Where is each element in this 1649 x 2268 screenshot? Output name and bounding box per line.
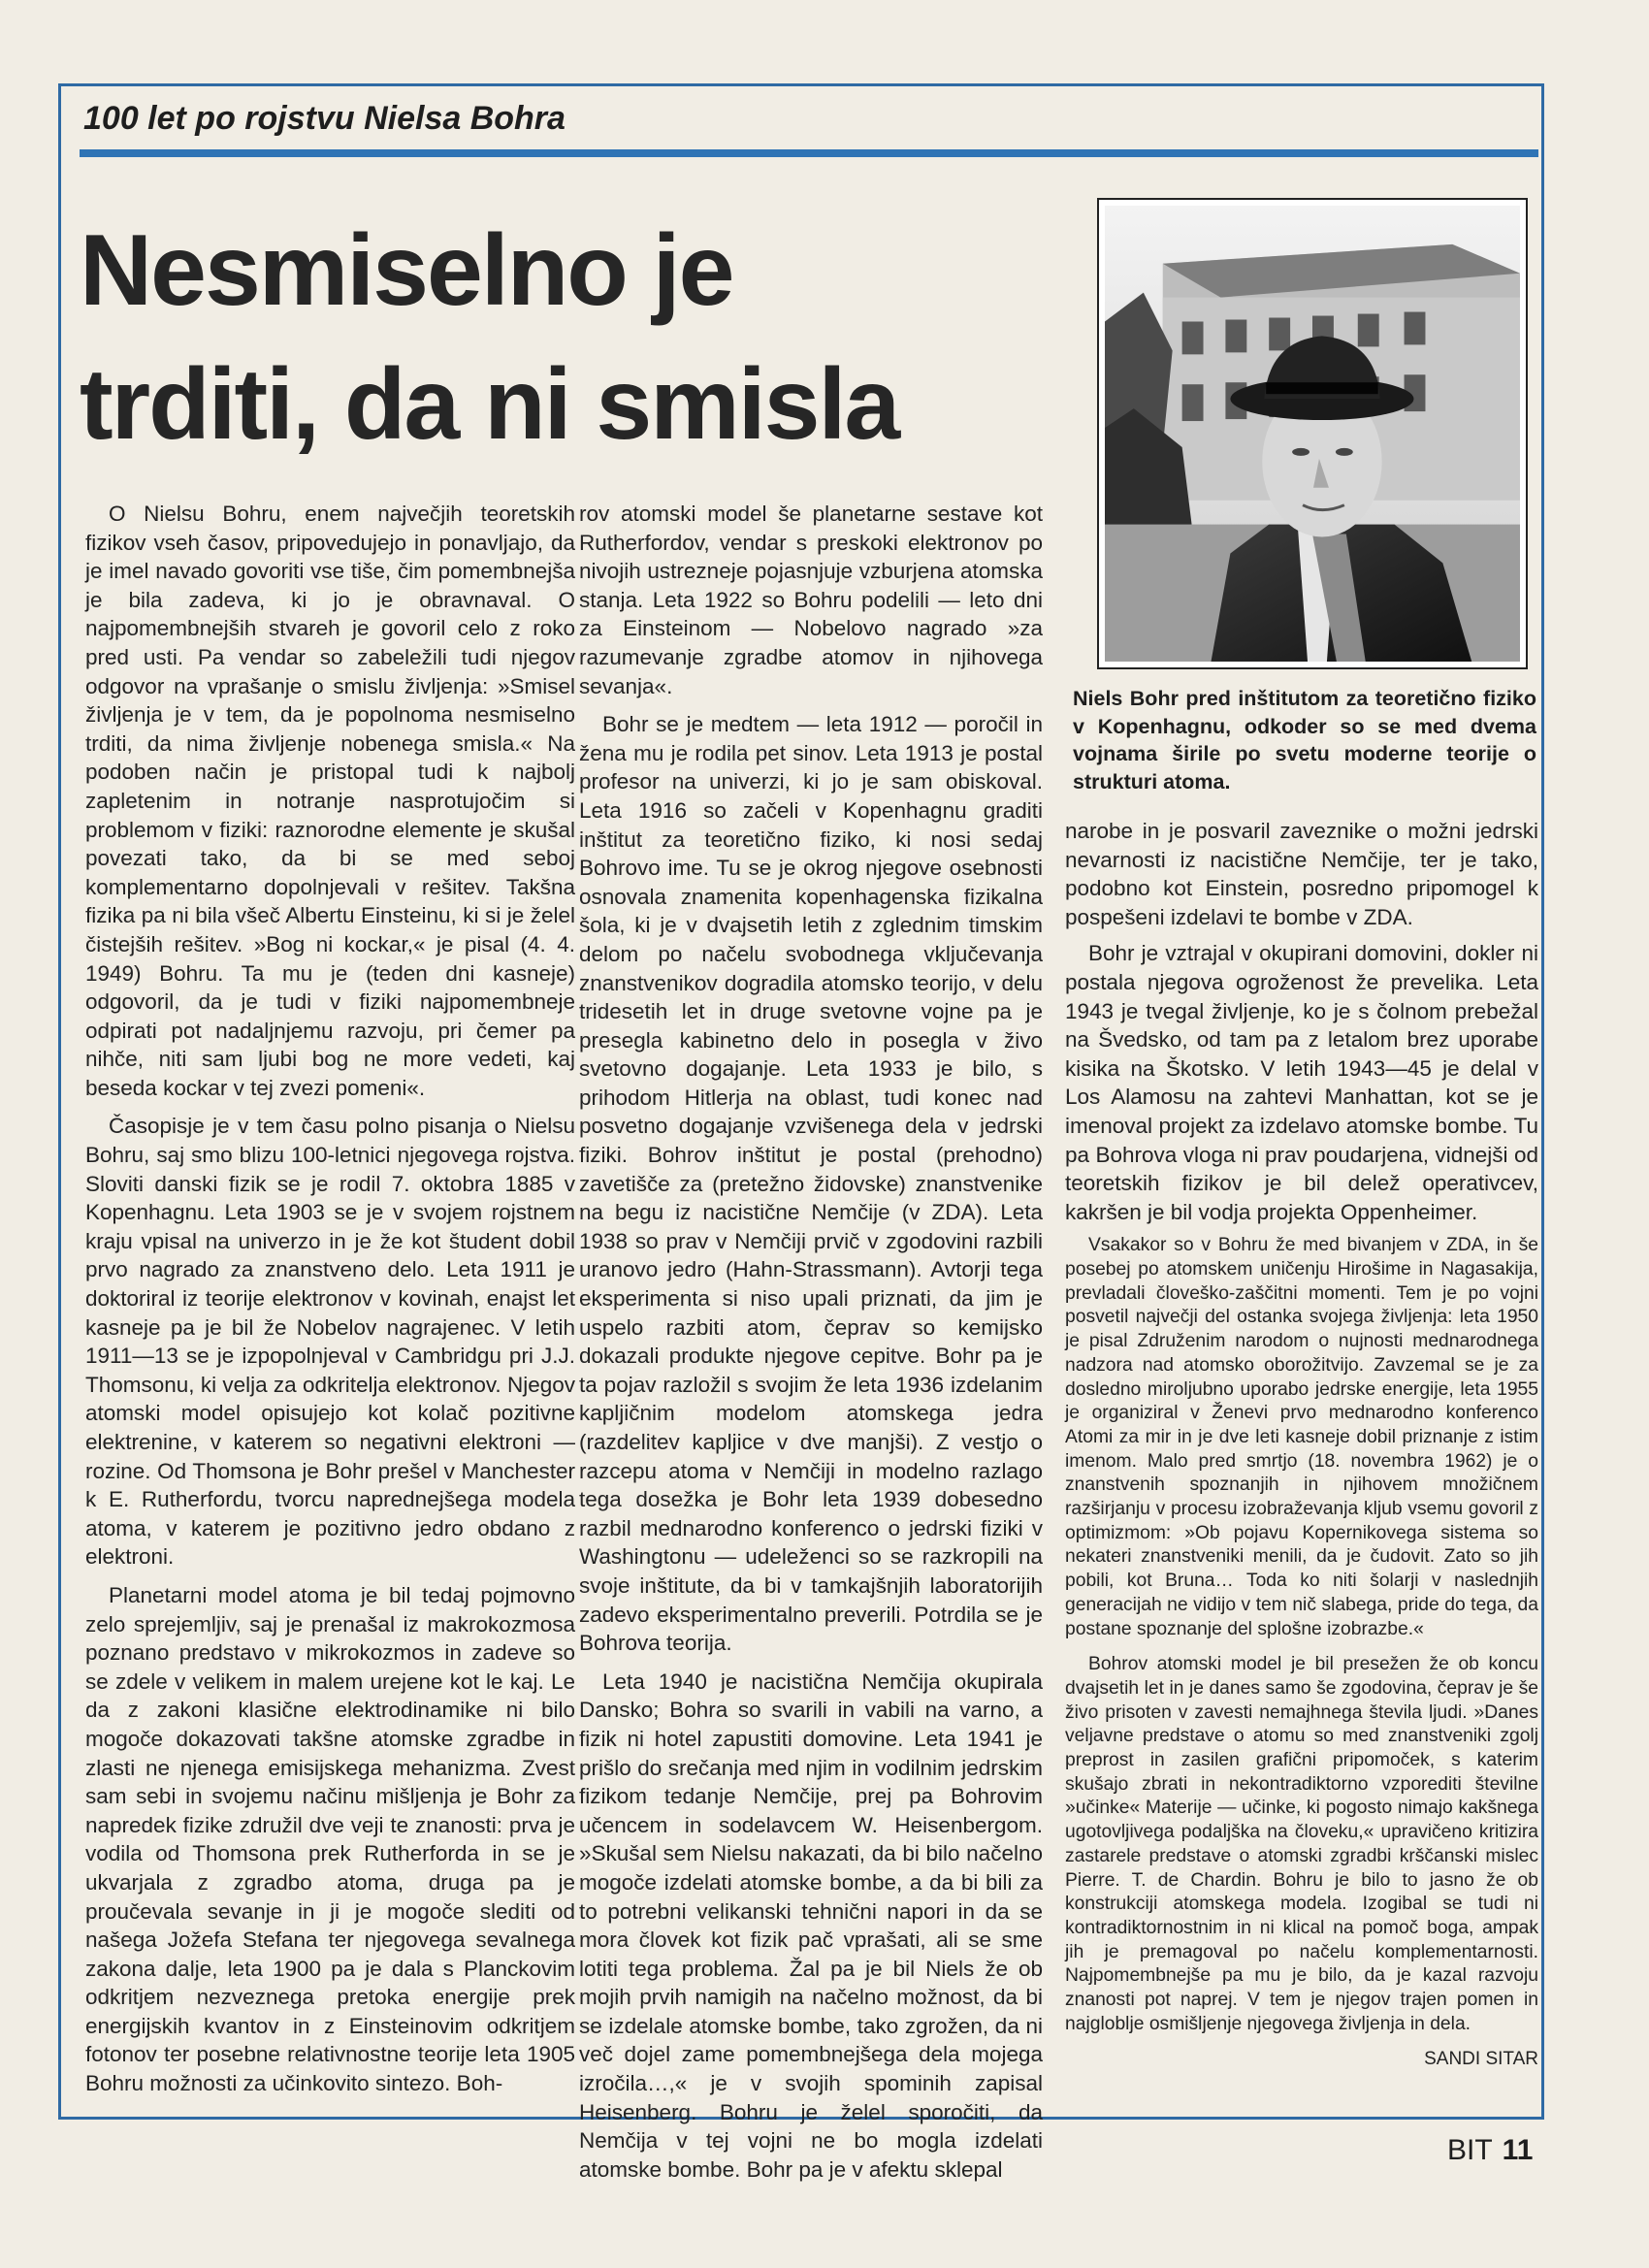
article-column-2 [579, 500, 1043, 2193]
photo-niels-bohr [1097, 198, 1528, 669]
paragraph: narobe in je posvaril zaveznike o možni jedrski nevarnosti iz nacistične Nemčije, ter je tako, podobno kot Einstein, posredno pripomogel k pospešeni izdelavi te bombe v ZDA. [1065, 819, 1538, 929]
magazine-name: BIT [1447, 2134, 1493, 2166]
paragraph: Bohr je vztrajal v okupirani domovini, dokler ni postala njegova ogroženost že prevelika. Leta 1943 je tvegal življenje, ko je s čolnom prebežal na Švedsko, od tam pa z letalom brez uporabe kisika na Škotsko. V letih 1943—45 je delal v Los Alamosu na zahtevi Manhattan, kot se je imenoval projekt za izdelavo atomske bombe. Tu pa Bohrova vloga ni prav poudarjena, vidnejši od teoretskih fizikov je bil delež operativcev, kakršen je bil vodja projekta Oppenheimer. [1065, 941, 1538, 1224]
kicker: 100 let po rojstvu Nielsa Bohra [83, 100, 566, 137]
headline-line-2: trditi, da ni smisla [80, 348, 899, 461]
page-footer [1447, 2134, 1533, 2167]
paragraph: rov atomski model še planetarne sestave kot Rutherfordov, vendar s preskoki elektronov po nivojih ustrezneje pojasnjuje vzburjena atomska stanja. Leta 1922 so Bohru podelili — leto dni za Einsteinom — Nobelovo nagrado »za razumevanje zgradbe atomov in njihovega sevanja«. [579, 502, 1043, 698]
author-signature: SANDI SITAR [1424, 2048, 1538, 2069]
paragraph: Vsakakor so v Bohru že med bivanjem v ZDA, in še posebej po atomskem uničenju Hirošime in Nagasakija, prevladali človeško-zaščitni momenti. Tem je po vojni posvetil največji del ostanka svojega življenja: leta 1950 je pisal Združenim narodom o nujnosti mednarodnega nadzora nad atomsko oborožitvijo. Zavzemal se je za dosledno miroljubno uporabo jedrske energije, leta 1955 je organiziral v Ženevi prvo mednarodno konferenco Atomi za mir in je dve leti kasneje dobil priznanje z istim imenom. Malo pred smrtjo (18. novembra 1962) je o znanstvenih spoznanjih in njihovem množičnem razširjanju v procesu izobraževanja kljub vsemu govoril z optimizmom: »Ob pojavu Kopernikovega sistema so nekateri znanstveniki menili, da je čudovit. Zato so jih pobili, kot Bruna… Toda ko niti šolarji v naslednjih generacijah ne vidijo v tem nič slabega, pride do tega, da postane spoznanje del splošne izobrazbe.« [1065, 1235, 1538, 1639]
photo-image [1105, 206, 1520, 662]
paragraph: Časopisje je v tem času polno pisanja o Nielsu Bohru, saj smo blizu 100-letnici njegovega rojstva. Sloviti danski fizik se je rodil 7. oktobra 1885 v Kopenhagnu. Leta 1903 se je v svojem rojstnem kraju vpisal na univerzo in je že kot študent dobil prvo nagrado za znanstveno delo. Leta 1911 je doktoriral iz teorije elektronov v kovinah, enajst let kasneje pa je bil že Nobelov nagrajenec. V letih 1911—13 se je izpopolnjeval v Cambridgu pri J.J. Thomsonu, ki velja za odkritelja elektronov. Njegov atomski model opisujejo kot kolač pozitivne elektrenine, v katerem so negativni elektroni — rozine. Od Thomsona je Bohr prešel v Manchester k E. Rutherfordu, tvorcu naprednejšega modela atoma, v katerem je pozitivno jedro obdano z elektroni. [85, 1114, 575, 1570]
headline-line-1: Nesmiselno je [80, 214, 733, 327]
page-number: 11 [1502, 2134, 1534, 2166]
paragraph: Planetarni model atoma je bil tedaj pojmovno zelo sprejemljiv, saj je prenašal iz makrokozmosa poznano predstavo v mikrokozmos in zadeve so se zdele v velikem in malem urejene kot le kaj. Le da z zakoni klasične elektrodinamike ni bilo mogoče dokazovati takšne atomske zgradbe in zlasti ne njenega emisijskega mehanizma. Zvest sam sebi in svojemu načinu mišljenja je Bohr za napredek fizike združil dve veji te znanosti: prva je vodila od Thomsona prek Rutherforda in se je ukvarjala z zgradbo atoma, druga pa je proučevala sevanje in ji je mogoče slediti od našega Jožefa Stefana ter njegovega sevalnega zakona dalje, leta 1900 pa je dala s Planckovim odkritjem nezveznega pretoka energije prek energijskih kvantov in z Einsteinovim odkritjem fotonov ter posebne relativnostne teorije leta 1905 Bohru možnosti za učinkovito sintezo. Boh- [85, 1582, 575, 2096]
headline [80, 204, 1127, 471]
article-column-1 [85, 500, 575, 2108]
paragraph: O Nielsu Bohru, enem največjih teoretskih fizikov vseh časov, pripovedujejo in ponavljajo, da je imel navado govoriti vse tiše, čim pomembnejša je bila zadeva, ki jo je obravnaval. O najpomembnejših stvareh je govoril celo z roko pred usti. Pa vendar so zabeležili tudi njegov odgovor na vprašanje o smislu življenja: »Smisel življenja je v tem, da je popolnoma nesmiselno trditi, da nima življenje nobenega smisla.« Na podoben način je pristopal tudi k najbolj zapletenim in notranje nasprotujočim si problemom v fiziki: raznorodne elemente je skušal povezati tako, da bi se med seboj komplementarno dopolnjevali v rešitev. Takšna fizika pa ni bila všeč Albertu Einsteinu, ki si je želel čistejših rešitev. »Bog ni kockar,« je pisal (4. 4. 1949) Bohru. Ta mu je (teden dni kasneje) odgovoril, da je tudi v fiziki najpomembneje odpirati pot nadaljnjemu razvoju, pri čemer pa nihče, niti sam ljubi bog ne more vedeti, kaj beseda kockar v tej zvezi pomeni«. [85, 502, 575, 1100]
paragraph: Bohr se je medtem — leta 1912 — poročil in žena mu je rodila pet sinov. Leta 1913 je postal profesor na univerzi, ki jo je sam obiskoval. Leta 1916 so začeli v Kopenhagnu graditi inštitut za teoretično fiziko, ki nosi sedaj Bohrovo ime. Tu se je okrog njegove osebnosti osnovala znamenita kopenhagenska fizikalna šola, ki je v dvajsetih letih z zglednim timskim delom po načelu svobodnega vključevanja znanstvenikov dogradila atomsko teorijo, v delu tridesetih let in druge svetovne vojne pa je presegla kabinetno delo in posegla v živo svetovno dogajanje. Leta 1933 je bilo, s prihodom Hitlerja na oblast, tudi konec nad posvetno dogajanje vzvišenega dela v jedrski fiziki. Bohrov inštitut je postal (prehodno) zavetišče za (pretežno židovske) znanstvenike na begu iz nacistične Nemčije (v ZDA). Leta 1938 so prav v Nemčiji prvič v zgodovini razbili uranovo jedro (Hahn-Strassmann). Avtorji tega eksperimenta si niso upali priznati, da jim je uspelo razbiti atom, čeprav so kemijsko dokazali produkte njegove cepitve. Bohr pa je ta pojav razložil s svojim že leta 1936 izdelanim kapljičnim modelom atomskega jedra (razdelitev kapljice v dve manjši). Z vestjo o razcepu atoma v Nemčiji in modelno razlago tega dosežka je Bohr leta 1939 dobesedno razbil mednarodno konferenco o jedrski fiziki v Washingtonu — udeleženci so se razkropili na svoje inštitute, da bi v tamkajšnjih laboratorijih zadevo eksperimentalno preverili. Potrdila se je Bohrova teorija. [579, 712, 1043, 1656]
article-column-3 [1065, 817, 1538, 2081]
paragraph: Bohrov atomski model je bil presežen že ob koncu dvajsetih let in je danes samo še zgodovina, čeprav je še živo prisoten v zavesti nemajhnega števila ljudi. »Danes veljavne predstave o atomu so med znanstveniki zgolj preprost in zasilen grafični pripomoček, s katerim skušajo zbrati in nekontradiktorno vzporediti številne »učinke« Materije — učinke, ki pogosto nimajo kakšnega ugotovljivega podaljška na človeku,« upravičeno kritizira zastarele predstave o atomski zgradbi krščanski mislec Pierre. T. de Chardin. Bohru je bilo to jasno že ob konstrukciji atomskega modela. Izogibal se tudi ni kontradiktornostnim in ni klical na pomoč boga, ampak jih je premagoval po načelu komplementarnosti. Najpomembnejše pa mu je bilo, da je kazal razvoju znanosti pot naprej. V tem je njegov trajen pomen in najgloblje osmišljenje njegovega življenja in dela. [1065, 1654, 1538, 2034]
photo-caption: Niels Bohr pred inštitutom za teoretično fiziko v Kopenhagnu, odkoder so se med dvema vojnama širile po svetu moderne teorije o strukturi atoma. [1073, 687, 1536, 794]
paragraph: Leta 1940 je nacistična Nemčija okupirala Dansko; Bohra so svarili in vabili na varno, a fizik ni hotel zapustiti domovine. Leta 1941 je prišlo do srečanja med njim in vodilnim jedrskim fizikom tedanje Nemčije, prej pa Bohrovim učencem in sodelavcem W. Heisenbergom. »Skušal sem Nielsu nakazati, da bi bilo načelno mogoče izdelati atomske bombe, a da bi bili za to potrebni velikanski tehnični napori in da se mora človek kot fizik pač vprašati, ali se sme lotiti tega problema. Žal pa je bil Niels že ob mojih prvih namigih na načelno možnost, da bi se izdelale atomske bombe, tako zgrožen, da ni več dojel zame pomembnejšega dela mojega izročila…,« je v svojih spominih zapisal Heisenberg. Bohru je želel sporočiti, da Nemčija v tej vojni ne bo mogla izdelati atomske bombe. Bohr pa je v afektu sklepal [579, 1669, 1043, 2182]
kicker-rule [80, 149, 1538, 157]
